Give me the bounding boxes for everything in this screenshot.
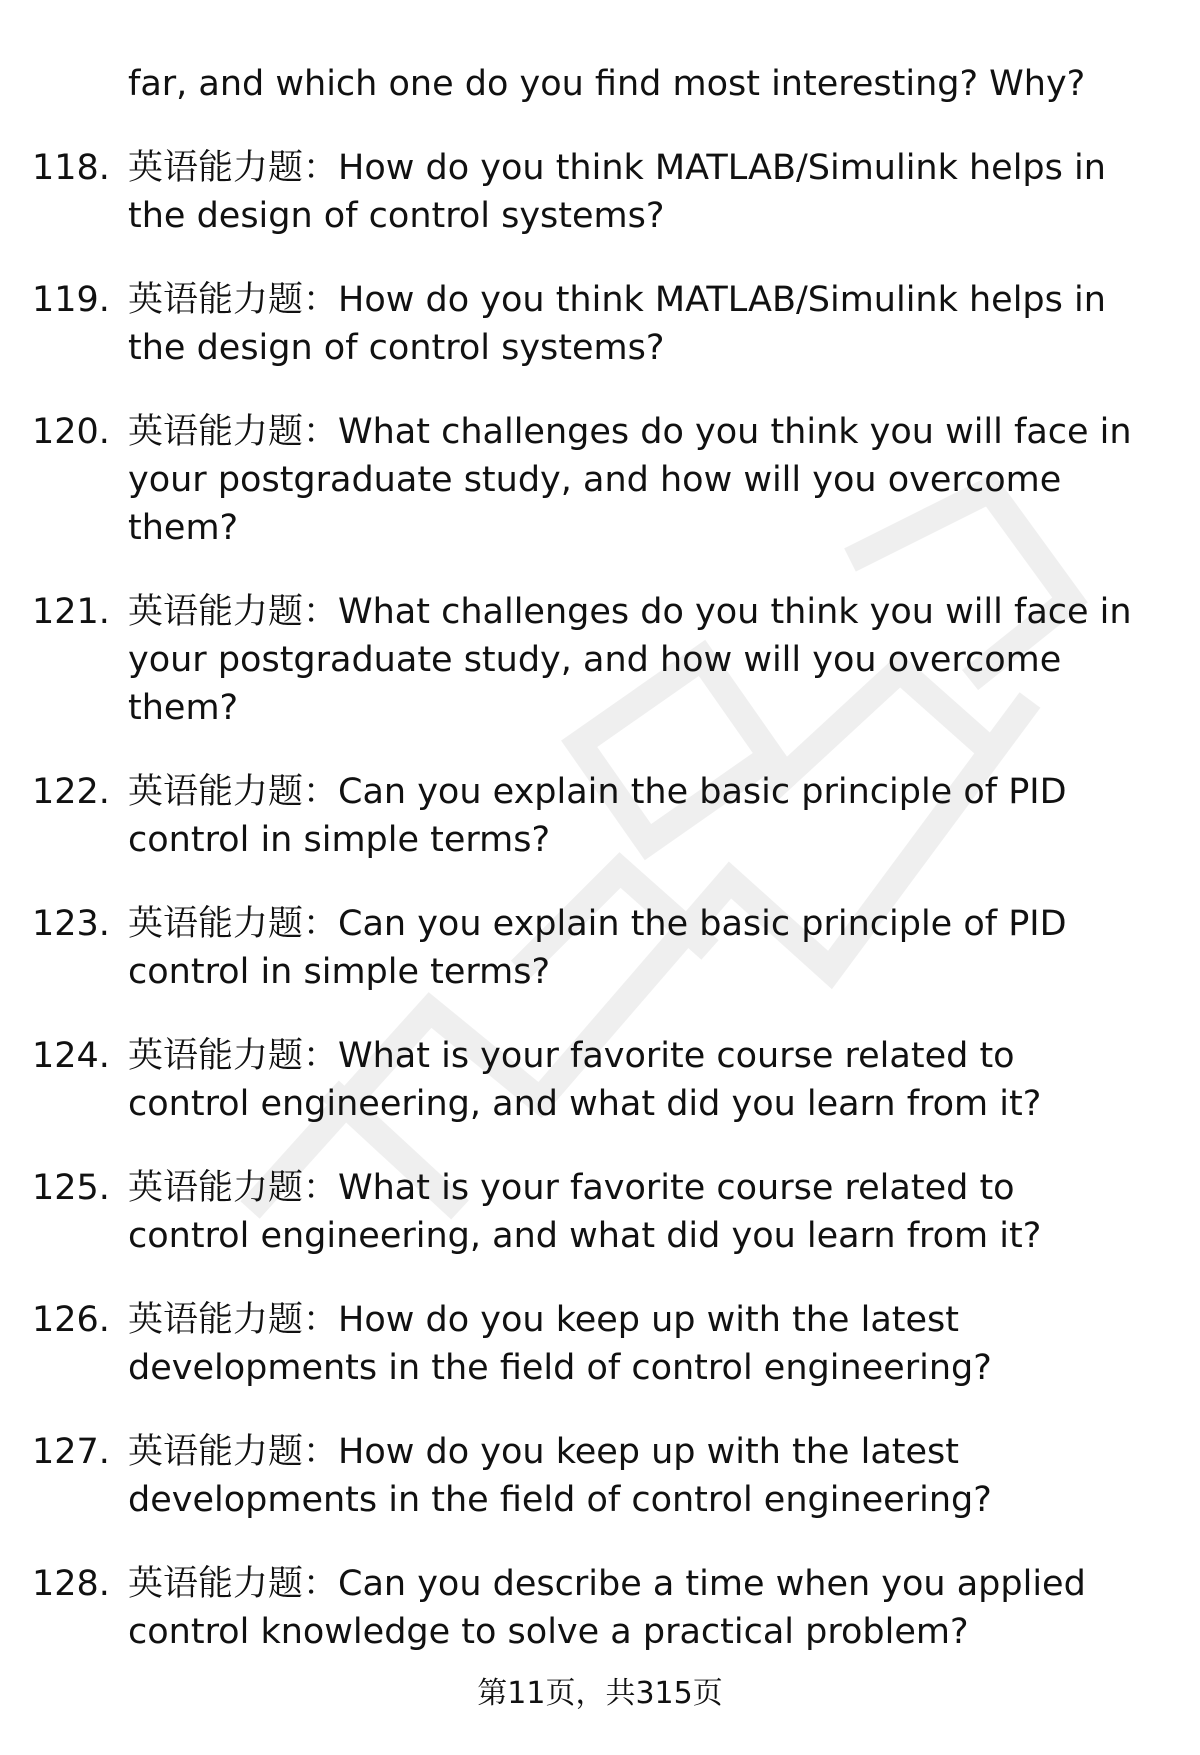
question-text-block: [128, 1032, 1138, 1128]
question-text: How do you think MATLAB/Simulink helps in the design of control systems?: [128, 148, 1106, 236]
question-number: 125.: [32, 1168, 110, 1208]
question-label: 英语能力题：: [128, 1036, 339, 1076]
question-text-block: [128, 408, 1138, 552]
list-item: [0, 768, 1200, 900]
list-item: [0, 1164, 1200, 1296]
question-text-block: [128, 144, 1138, 240]
question-number: 120.: [32, 412, 110, 452]
question-text: What challenges do you think you will face in your postgraduate study, and how will you overcome them?: [128, 592, 1132, 728]
list-item: [0, 1296, 1200, 1428]
list-item: [0, 144, 1200, 276]
list-item: [0, 1560, 1200, 1670]
question-text: What challenges do you think you will face in your postgraduate study, and how will you overcome them?: [128, 412, 1132, 548]
question-label: 英语能力题：: [128, 1300, 339, 1340]
question-text-block: [128, 900, 1138, 996]
list-item: [0, 408, 1200, 588]
question-label: 英语能力题：: [128, 1168, 339, 1208]
question-text-block: [128, 1164, 1138, 1260]
question-label: 英语能力题：: [128, 148, 339, 188]
question-number: 118.: [32, 148, 110, 188]
list-item: [0, 900, 1200, 1032]
question-number: 123.: [32, 904, 110, 944]
question-text: Can you explain the basic principle of PID control in simple terms?: [128, 772, 1067, 860]
continuation-line: far, and which one do you find most interesting? Why?: [128, 64, 1086, 104]
list-item: [0, 588, 1200, 768]
question-text: Can you explain the basic principle of PID control in simple terms?: [128, 904, 1067, 992]
question-label: 英语能力题：: [128, 1564, 339, 1604]
question-text: Can you describe a time when you applied control knowledge to solve a practical problem?: [128, 1564, 1086, 1652]
question-number: 124.: [32, 1036, 110, 1076]
question-text-block: [128, 1560, 1138, 1656]
question-label: 英语能力题：: [128, 772, 339, 812]
question-text: How do you keep up with the latest developments in the field of control engineering?: [128, 1300, 992, 1388]
question-text: What is your favorite course related to control engineering, and what did you learn from it?: [128, 1036, 1042, 1124]
question-text-block: [128, 588, 1138, 732]
question-number: 121.: [32, 592, 110, 632]
question-text-block: [128, 1296, 1138, 1392]
question-number: 127.: [32, 1432, 110, 1472]
question-text-block: [128, 1428, 1138, 1524]
question-number: 128.: [32, 1564, 110, 1604]
question-number: 122.: [32, 772, 110, 812]
list-item: [0, 1428, 1200, 1560]
question-number: 126.: [32, 1300, 110, 1340]
list-item: [0, 276, 1200, 408]
question-text: How do you keep up with the latest developments in the field of control engineering?: [128, 1432, 992, 1520]
question-text-block: [128, 276, 1138, 372]
question-text-block: [128, 768, 1138, 864]
question-label: 英语能力题：: [128, 280, 339, 320]
question-label: 英语能力题：: [128, 1432, 339, 1472]
question-text: What is your favorite course related to control engineering, and what did you learn from it?: [128, 1168, 1042, 1256]
question-number: 119.: [32, 280, 110, 320]
page-footer: 第11页，共315页: [477, 1676, 723, 1711]
question-text: How do you think MATLAB/Simulink helps in the design of control systems?: [128, 280, 1106, 368]
question-label: 英语能力题：: [128, 412, 339, 452]
question-label: 英语能力题：: [128, 592, 339, 632]
list-item: [0, 1032, 1200, 1164]
question-list: [0, 144, 1200, 1670]
question-label: 英语能力题：: [128, 904, 339, 944]
